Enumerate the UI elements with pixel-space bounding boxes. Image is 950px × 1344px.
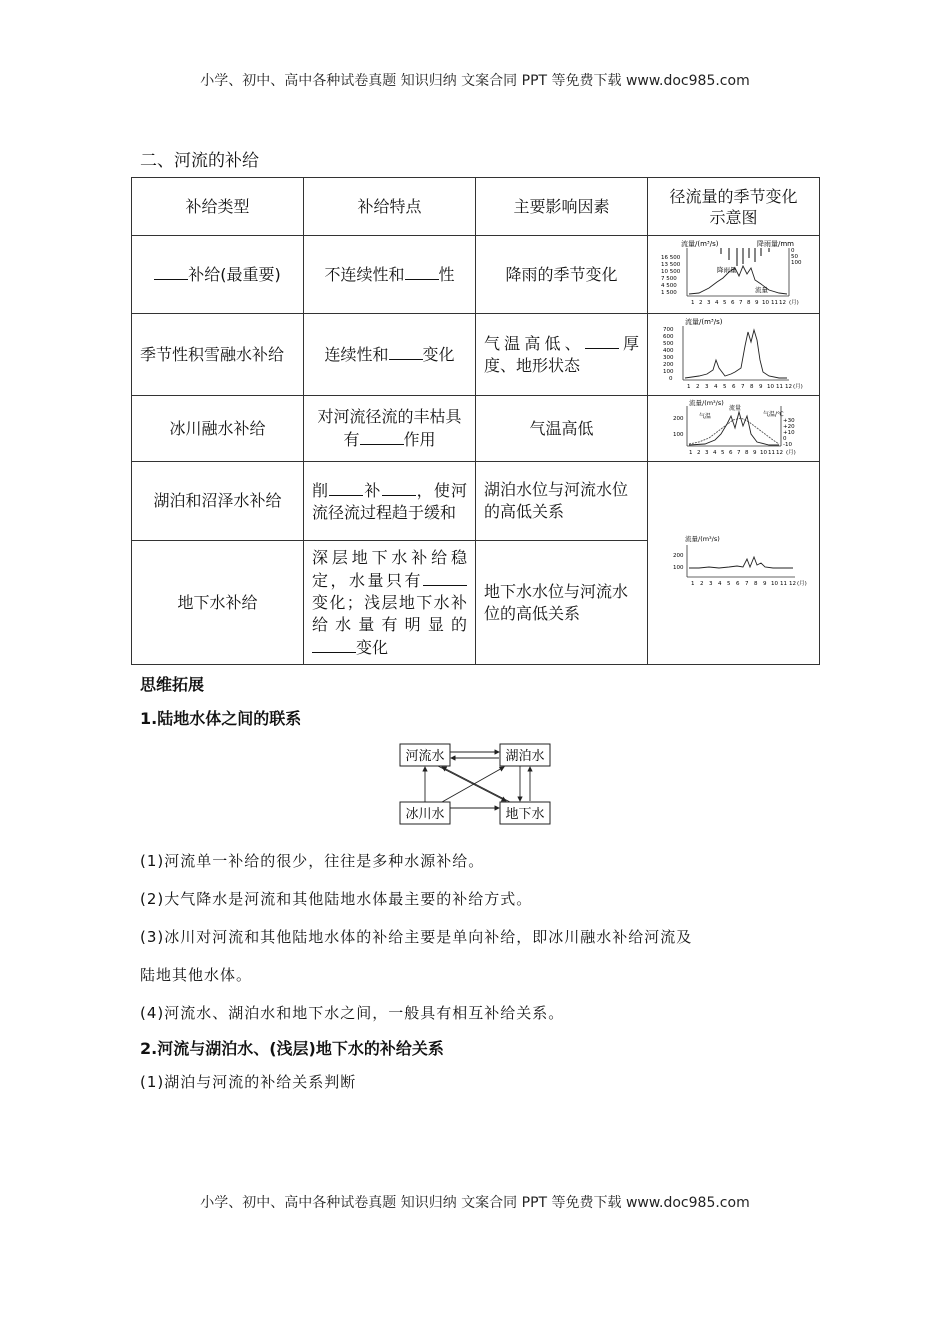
tick-label: 8 [746, 299, 750, 306]
tick-label: 11 [779, 581, 787, 587]
month-ticks [689, 448, 796, 456]
tick-label: 600 [662, 333, 673, 340]
feature-text: 变化 [422, 345, 455, 364]
header-graph [648, 178, 820, 236]
axis-label: 气温/℃ [762, 410, 784, 418]
tick-label: 700 [662, 326, 673, 333]
point-4: (4)河流水、湖泊水和地下水之间，一般具有相互补给关系。 [140, 1004, 565, 1022]
graph-rain-cell [648, 236, 820, 314]
y-ticks [673, 416, 795, 448]
tick-label: 100 [672, 431, 683, 438]
tick-label: 9 [752, 449, 756, 456]
series-label: 流量 [754, 285, 768, 294]
type-glacier: 冰川融水补给 [132, 396, 304, 462]
tick-label: (月) [792, 383, 803, 390]
axis-label: 降雨量/mm [756, 239, 794, 248]
point-2: (2)大气降水是河流和其他陆地水体最主要的补给方式。 [140, 890, 533, 908]
header-graph-line2: 示意图 [709, 207, 758, 227]
fill-blank [423, 569, 467, 586]
series-label: 流量 [728, 404, 741, 412]
table-row [132, 462, 820, 541]
tick-label: 500 [662, 340, 673, 347]
tick-label: 1 [688, 449, 692, 456]
tick-label: 12 [788, 581, 796, 587]
tick-label: 10 [770, 581, 778, 587]
feature-lake [304, 462, 476, 541]
tick-label: 3 [704, 449, 708, 456]
river-label: 河流水 [405, 749, 445, 764]
tick-label: 7 [736, 449, 740, 456]
feature-text: 变化 [356, 637, 389, 657]
tick-label: 1 [690, 581, 694, 587]
table-header-row [132, 178, 820, 236]
tick-label: 300 [662, 354, 673, 361]
tick-label: 0 [782, 435, 786, 442]
series-label: 降雨量 [716, 265, 736, 274]
feature-text: 作用 [403, 430, 436, 449]
type-lake: 湖泊和沼泽水补给 [132, 462, 304, 541]
type-rain [132, 236, 304, 314]
tick-label: (月) [785, 449, 796, 456]
tick-label: 2 [698, 299, 702, 306]
tick-label: 0 [668, 375, 672, 382]
feature-text: 变化；浅层地下水补给水量有明显的 [312, 592, 467, 634]
tick-label: 5 [726, 581, 730, 587]
temp-line [689, 418, 779, 444]
factor-rain: 降雨的季节变化 [476, 236, 648, 314]
month-ticks [691, 579, 807, 587]
thinking-title: 思维拓展 [140, 675, 205, 694]
feature-text: 性 [438, 265, 455, 284]
fill-blank [360, 428, 404, 445]
point-last: (1)湖泊与河流的补给关系判断 [140, 1073, 357, 1091]
tick-label: 6 [728, 449, 732, 456]
subtitle-1: 1.陆地水体之间的联系 [140, 709, 302, 728]
rain-bars [721, 248, 769, 266]
tick-label: 5 [722, 383, 726, 390]
tick-label: 0 [790, 247, 794, 254]
tick-label: 10 500 [660, 268, 680, 275]
tick-label: 50 [790, 253, 798, 260]
tick-label: 10 [766, 383, 774, 390]
fill-blank [312, 636, 356, 653]
axis-label: 流量/(m³/s) [684, 317, 722, 326]
tick-label: (月) [788, 299, 799, 306]
page-footer: 小学、初中、高中各种试卷真题 知识归纳 文案合同 PPT 等免费下载 www.doc985.com [200, 1195, 750, 1211]
tick-label: 2 [696, 449, 700, 456]
flow-line [689, 266, 787, 294]
point-1: (1)河流单一补给的很少，往往是多种水源补给。 [140, 852, 485, 870]
tick-label: 8 [744, 449, 748, 456]
type-snow: 季节性积雪融水补给 [132, 314, 304, 396]
feature-snow [304, 314, 476, 396]
tick-label: -10 [782, 441, 792, 448]
page-header: 小学、初中、高中各种试卷真题 知识归纳 文案合同 PPT 等免费下载 www.doc985.com [200, 73, 750, 89]
tick-label: 4 [717, 581, 721, 587]
fill-blank [382, 479, 416, 496]
fill-blank [405, 263, 439, 280]
glacier-label: 冰川水 [405, 807, 445, 822]
tick-label: 1 500 [660, 289, 677, 296]
graph-glacier-cell [648, 396, 820, 462]
feature-text: 削 [312, 480, 330, 500]
factor-glacier: 气温高低 [476, 396, 648, 462]
tick-label: 2 [695, 383, 699, 390]
fill-blank [389, 343, 423, 360]
fill-blank [585, 332, 619, 349]
tick-label: 1 [686, 383, 690, 390]
graph-rain [659, 238, 809, 312]
y-ticks [673, 553, 684, 571]
section-title: 二、河流的补给 [140, 151, 259, 171]
lake-label: 湖泊水 [505, 749, 545, 764]
tick-label: 3 [706, 299, 710, 306]
series-label: 气温 [698, 412, 711, 420]
tick-label: 400 [662, 347, 673, 354]
tick-label: 4 [712, 449, 716, 456]
tick-label: 12 [778, 299, 786, 306]
tick-label: 6 [730, 299, 734, 306]
tick-label: 7 [744, 581, 748, 587]
tick-label: 6 [731, 383, 735, 390]
tick-label: 16 500 [660, 254, 680, 261]
tick-label: 5 [722, 299, 726, 306]
supply-table [131, 177, 820, 665]
feature-text: 补 [363, 480, 382, 500]
tick-label: +30 [782, 417, 795, 424]
axis-label: 流量/(m³/s) [680, 239, 718, 248]
tick-label: 100 [662, 368, 673, 375]
tick-label: 7 [740, 383, 744, 390]
tick-label: 3 [708, 581, 712, 587]
table-row [132, 314, 820, 396]
fill-blank [154, 263, 188, 280]
tick-label: +10 [782, 429, 795, 436]
tick-label: +20 [782, 423, 795, 430]
tick-label: 10 [761, 299, 769, 306]
point-3: (3)冰川对河流和其他陆地水体的补给主要是单向补给，即冰川融水补给河流及 [140, 928, 693, 946]
tick-label: 9 [754, 299, 758, 306]
tick-label: 12 [784, 383, 792, 390]
axis-label: 流量/(m³/s) [684, 535, 720, 543]
tick-label: 1 [690, 299, 694, 306]
factor-ground: 地下水水位与河流水位的高低关系 [476, 541, 648, 665]
factor-text: 厚度、地形状态 [484, 334, 639, 375]
tick-label: 4 [713, 383, 717, 390]
feature-rain [304, 236, 476, 314]
y-ticks [663, 327, 674, 382]
factor-snow [476, 314, 648, 396]
header-graph-line1: 径流量的季节变化 [669, 186, 798, 206]
tick-label: 200 [672, 553, 683, 559]
tick-label: 12 [775, 449, 783, 456]
tick-label: 11 [770, 299, 778, 306]
tick-label: 9 [762, 581, 766, 587]
fill-blank [329, 479, 363, 496]
tick-label: 11 [775, 383, 783, 390]
type-ground: 地下水补给 [132, 541, 304, 665]
graph-snow [659, 316, 809, 394]
feature-ground [304, 541, 476, 665]
tick-label: 9 [758, 383, 762, 390]
table-row [132, 396, 820, 462]
feature-text: 深层地下水补给稳定，水量只有 [312, 547, 467, 590]
tick-label: 200 [662, 361, 673, 368]
graph-glacier [659, 398, 809, 460]
ground-label: 地下水 [505, 807, 545, 822]
water-flow-diagram [398, 742, 554, 828]
tick-label: (月) [796, 581, 807, 587]
tick-label: 200 [672, 415, 683, 422]
feature-glacier [304, 396, 476, 462]
factor-text: 气温高低、 [484, 334, 585, 353]
subtitle-2: 2.河流与湖泊水、(浅层)地下水的补给关系 [140, 1039, 444, 1058]
tick-label: 100 [672, 565, 683, 571]
factor-lake: 湖泊水位与河流水位的高低关系 [476, 462, 648, 541]
month-ticks [687, 382, 803, 390]
tick-label: 100 [790, 259, 801, 266]
axis-label: 流量/(m³/s) [688, 398, 724, 407]
tick-label: 4 500 [660, 282, 677, 289]
header-feature: 补给特点 [304, 178, 476, 236]
graph-lake-ground [659, 533, 809, 593]
tick-label: 11 [767, 449, 775, 456]
header-type: 补给类型 [132, 178, 304, 236]
feature-text: 连续性和 [324, 345, 389, 364]
flow-line [685, 330, 787, 378]
tick-label: 7 [738, 299, 742, 306]
tick-label: 7 500 [660, 275, 677, 282]
tick-label: 6 [735, 581, 739, 587]
tick-label: 4 [714, 299, 718, 306]
tick-label: 13 500 [660, 261, 680, 268]
graph-lake-ground-cell [648, 462, 820, 665]
feature-text: 对河流径流的丰枯具有 [317, 407, 462, 449]
table-row [132, 236, 820, 314]
type-rain-text: 补给(最重要) [188, 265, 281, 284]
feature-text: 不连续性和 [324, 265, 405, 284]
feature-text: ，使河流径流过程趋于缓和 [312, 480, 467, 522]
point-3-cont: 陆地其他水体。 [140, 966, 253, 984]
tick-label: 8 [753, 581, 757, 587]
month-ticks [691, 298, 799, 306]
tick-label: 2 [699, 581, 703, 587]
tick-label: 5 [720, 449, 724, 456]
tick-label: 10 [759, 449, 767, 456]
header-factor: 主要影响因素 [476, 178, 648, 236]
tick-label: 3 [704, 383, 708, 390]
flow-line [689, 557, 793, 568]
tick-label: 8 [749, 383, 753, 390]
graph-snow-cell [648, 314, 820, 396]
